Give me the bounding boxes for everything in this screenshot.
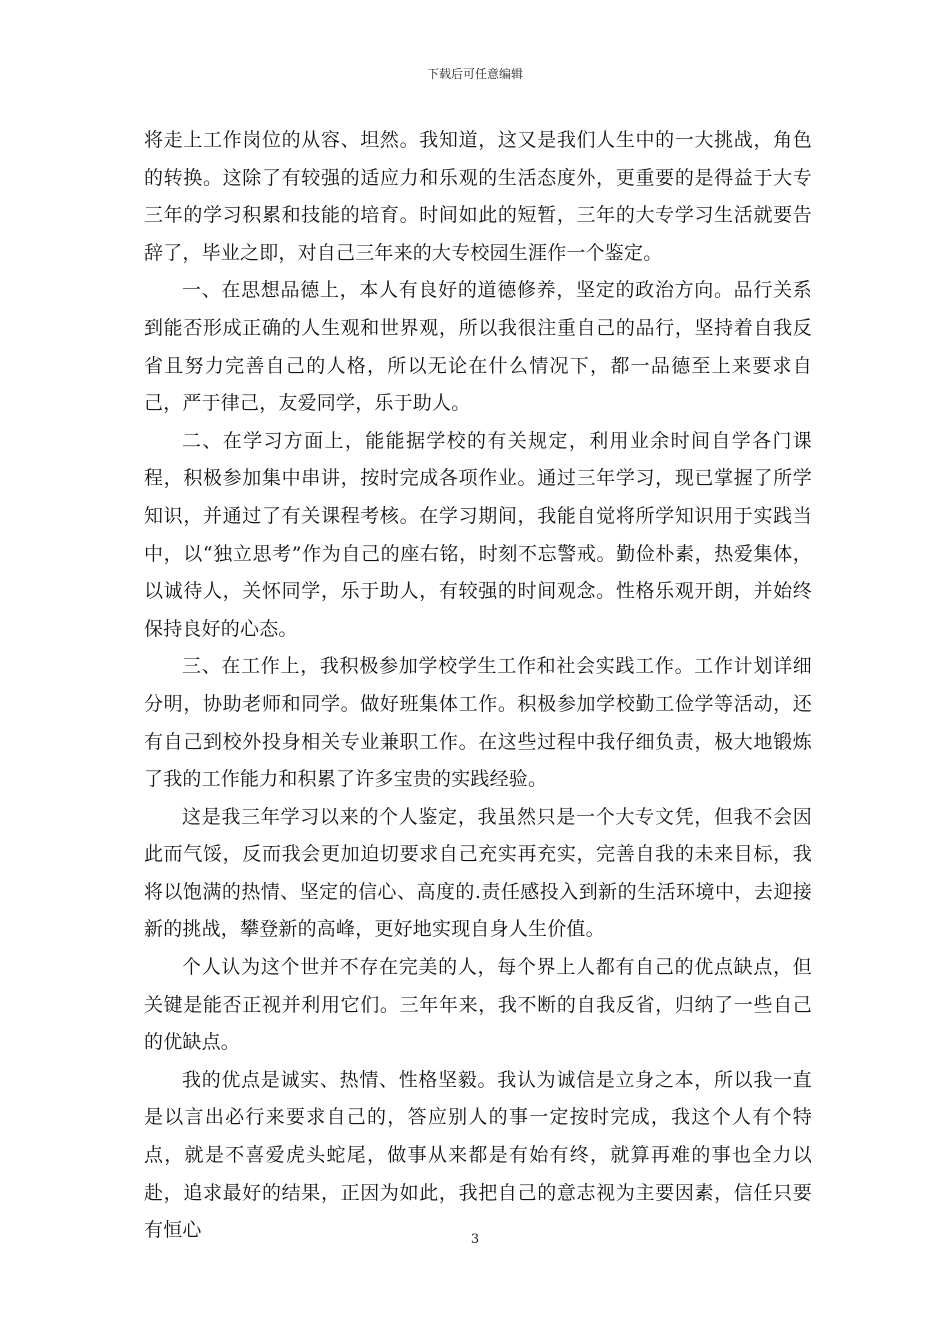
paragraph-study: 二、在学习方面上，能能据学校的有关规定，利用业余时间自学各门课程，积极参加集中串讲，按时完成各项作业。通过三年学习，现已掌握了所学知识，并通过了有关课程考核。在学习期间，我能自觉将所学知识用于实践当中，以“独立思考”作为自己的座右铭，时刻不忘警戒。勤俭朴素，热爱集体，以诚待人，关怀同学，乐于助人，有较强的时间观念。性格乐观开朗，并始终保持良好的心态。: [144, 429, 812, 640]
page-header: 下载后可任意编辑: [426, 67, 523, 81]
paragraph-strengths: 我的优点是诚实、热情、性格坚毅。我认为诚信是立身之本，所以我一直是以言出必行来要求自己的，答应别人的事一定按时完成，我这个人有个特点，就是不喜爱虎头蛇尾，做事从来都是有始有终，就算再难的事也全力以赴，追求最好的结果，正因为如此，我把自己的意志视为主要因素，信任只要有恒心: [144, 1068, 812, 1242]
paragraph-ideology-morality: 一、在思想品德上，本人有良好的道德修养，坚定的政治方向。品行关系到能否形成正确的人生观和世界观，所以我很注重自己的品行，坚持着自我反省且努力完善自己的人格，所以无论在什么情况下，都一品德至上来要求自己，严于律己，友爱同学，乐于助人。: [144, 279, 812, 415]
page-number: 3: [470, 1232, 480, 1247]
paragraph-continuation: 将走上工作岗位的从容、坦然。我知道，这又是我们人生中的一大挑战，角色的转换。这除了有较强的适应力和乐观的生活态度外，更重要的是得益于大专三年的学习积累和技能的培育。时间如此的短暂，三年的大专学习生活就要告辞了，毕业之即，对自己三年来的大专校园生涯作一个鉴定。: [144, 129, 812, 264]
paragraph-summary: 这是我三年学习以来的个人鉴定，我虽然只是一个大专文凭，但我不会因此而气馁，反而我会更加迫切要求自己充实再充实，完善自我的未来目标，我将以饱满的热情、坚定的信心、高度的.责任感投入到新的生活环境中，去迎接新的挑战，攀登新的高峰，更好地实现自身人生价值。: [144, 805, 812, 941]
paragraph-self-view: 个人认为这个世并不存在完美的人，每个界上人都有自己的优点缺点，但关键是能否正视并利用它们。三年年来，我不断的自我反省，归纳了一些自己的优缺点。: [144, 956, 812, 1054]
document-body: [144, 122, 812, 1250]
paragraph-work: 三、在工作上，我积极参加学校学生工作和社会实践工作。工作计划详细分明，协助老师和同学。做好班集体工作。积极参加学校勤工俭学等活动，还有自己到校外投身相关专业兼职工作。在这些过程中我仔细负责，极大地锻炼了我的工作能力和积累了许多宝贵的实践经验。: [144, 655, 812, 791]
